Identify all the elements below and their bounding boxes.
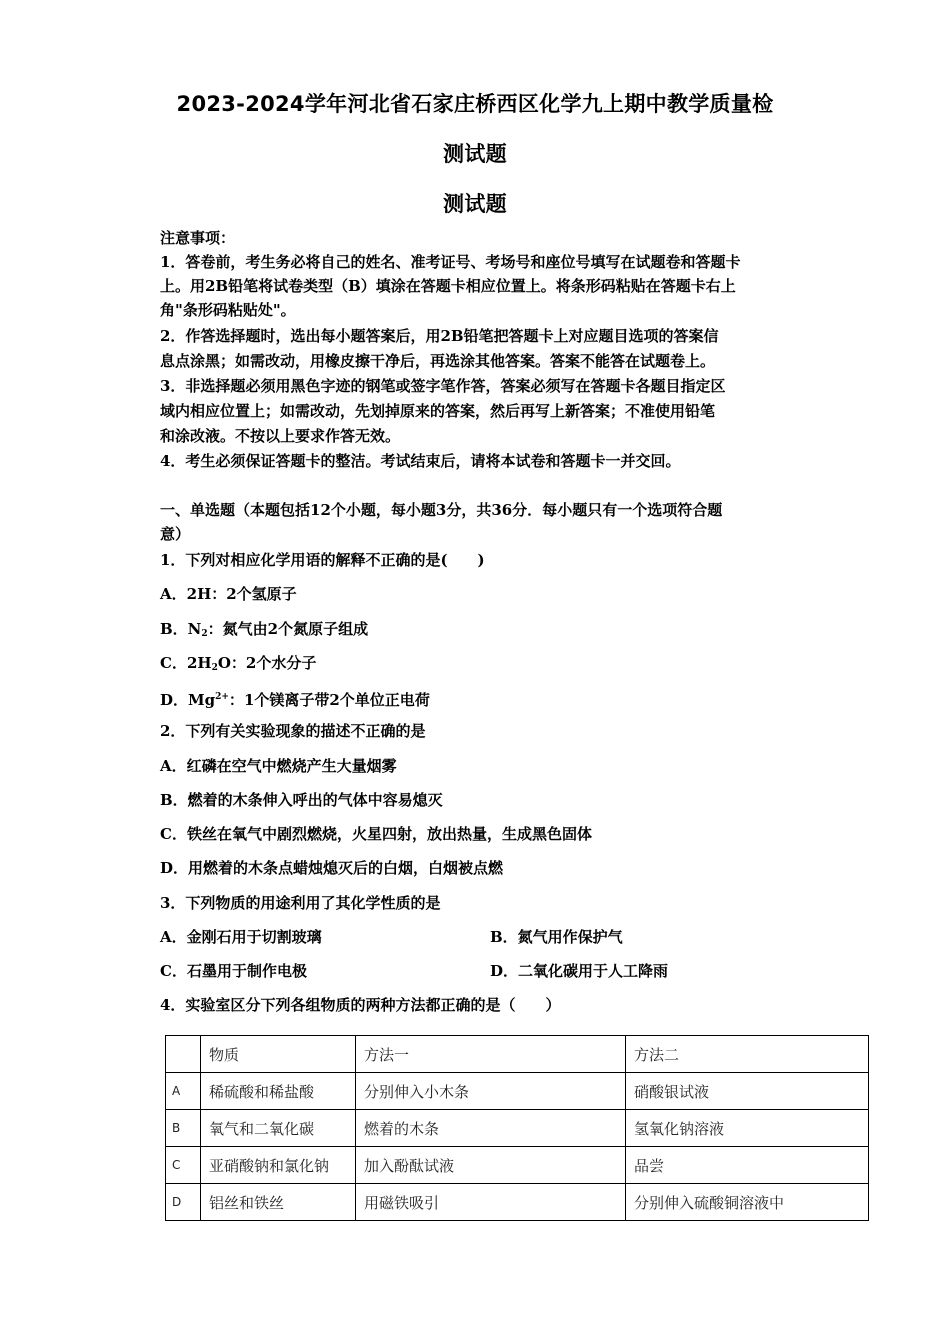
question-2-stem: 2．下列有关实验现象的描述不正确的是: [160, 722, 426, 740]
question-1-option-d: [160, 687, 430, 710]
table-row: [166, 1184, 869, 1221]
notice-line: 3．非选择题必须用黑色字迹的钢笔或签字笔作答，答案必须写在答题卡各题目指定区: [160, 377, 726, 395]
option-text: 2个水分子: [245, 654, 317, 672]
table-cell: B: [166, 1110, 201, 1147]
table-cell: 稀硫酸和稀盐酸: [201, 1073, 356, 1110]
table-cell: C: [166, 1147, 201, 1184]
question-3-stem: 3．下列物质的用途利用了其化学性质的是: [160, 894, 441, 912]
title-line-3: 测试题: [443, 192, 507, 216]
question-1-stem: 1．下列对相应化学用语的解释不正确的是( ): [160, 551, 485, 569]
table-row: [166, 1073, 869, 1110]
table-cell: 加入酚酞试液: [356, 1147, 626, 1184]
question-1-option-c: [160, 653, 316, 678]
question-3-option-c: C．石墨用于制作电极: [160, 962, 307, 980]
option-label: B．N: [160, 620, 202, 638]
table-cell: 氢氧化钠溶液: [626, 1110, 869, 1147]
notice-heading: 注意事项：: [160, 229, 236, 247]
option-label: A．2H：: [160, 585, 227, 603]
table-cell: 氧气和二氧化碳: [201, 1110, 356, 1147]
question-2-option-c: C．铁丝在氧气中剧烈燃烧，火星四射，放出热量，生成黑色固体: [160, 825, 592, 843]
title-line-1: 2023-2024学年河北省石家庄桥西区化学九上期中教学质量检: [176, 92, 774, 116]
notice-line: 和涂改液。不按以上要求作答无效。: [160, 427, 401, 445]
table-cell: 燃着的木条: [356, 1110, 626, 1147]
comparison-table: [165, 1035, 869, 1221]
table-cell: 分别伸入硫酸铜溶液中: [626, 1184, 869, 1221]
question-2-option-a: A．红磷在空气中燃烧产生大量烟雾: [160, 757, 397, 775]
table-cell: 硝酸银试液: [626, 1073, 869, 1110]
notice-line: 1．答卷前，考生务必将自己的姓名、准考证号、考场号和座位号填写在试题卷和答题卡: [160, 253, 741, 271]
title-line-2: 测试题: [443, 142, 507, 166]
notice-line: 息点涂黑；如需改动，用橡皮擦干净后，再选涂其他答案。答案不能答在试题卷上。: [160, 352, 716, 370]
section-heading: 一、单选题（本题包括12个小题，每小题3分，共36分．每小题只有一个选项符合题: [160, 501, 723, 519]
superscript: 2+: [215, 692, 229, 702]
notice-line: 4．考生必须保证答题卡的整洁。考试结束后，请将本试卷和答题卡一并交回。: [160, 452, 681, 470]
question-2-option-b: B．燃着的木条伸入呼出的气体中容易熄灭: [160, 791, 443, 809]
table-cell: 铝丝和铁丝: [201, 1184, 356, 1221]
subscript: 2: [211, 663, 218, 673]
table-header-cell: [166, 1036, 201, 1073]
question-3-option-d: D．二氧化碳用于人工降雨: [490, 962, 669, 980]
question-3-option-b: B．氮气用作保护气: [490, 928, 623, 946]
option-label: C．2H: [160, 654, 212, 672]
section-heading-cont: 意）: [160, 525, 191, 543]
notice-line: 角"条形码粘贴处"。: [160, 301, 296, 319]
table-cell: 用磁铁吸引: [356, 1184, 626, 1221]
table-cell: 分别伸入小木条: [356, 1073, 626, 1110]
question-1-option-a: [160, 584, 297, 604]
option-label-colon: ：: [207, 620, 223, 638]
table-header-row: [166, 1036, 869, 1073]
table-header-cell: 方法二: [626, 1036, 869, 1073]
notice-line: 域内相应位置上；如需改动，先划掉原来的答案，然后再写上新答案；不准使用铅笔: [160, 402, 716, 420]
table-cell: A: [166, 1073, 201, 1110]
question-1-option-b: [160, 619, 368, 644]
table-cell: D: [166, 1184, 201, 1221]
table-cell: 亚硝酸钠和氯化钠: [201, 1147, 356, 1184]
question-4-stem: 4．实验室区分下列各组物质的两种方法都正确的是（ ）: [160, 996, 561, 1014]
option-label: D．Mg: [160, 691, 216, 709]
option-label-colon: ：: [228, 691, 244, 709]
subscript: 2: [201, 629, 208, 639]
table-header-cell: 方法一: [356, 1036, 626, 1073]
question-3-option-a: A．金刚石用于切割玻璃: [160, 928, 322, 946]
notice-line: 上。用2B铅笔将试卷类型（B）填涂在答题卡相应位置上。将条形码粘贴在答题卡右上: [160, 277, 736, 295]
option-text: 2个氢原子: [226, 585, 297, 603]
notice-line: 2．作答选择题时，选出每小题答案后，用2B铅笔把答题卡上对应题目选项的答案信: [160, 327, 719, 345]
question-2-option-d: D．用燃着的木条点蜡烛熄灭后的白烟，白烟被点燃: [160, 859, 504, 877]
table-cell: 品尝: [626, 1147, 869, 1184]
table-row: [166, 1110, 869, 1147]
option-label-mid: O：: [217, 654, 246, 672]
option-text: 1个镁离子带2个单位正电荷: [243, 691, 430, 709]
table-row: [166, 1147, 869, 1184]
table-header-cell: 物质: [201, 1036, 356, 1073]
option-text: 氮气由2个氮原子组成: [222, 620, 369, 638]
